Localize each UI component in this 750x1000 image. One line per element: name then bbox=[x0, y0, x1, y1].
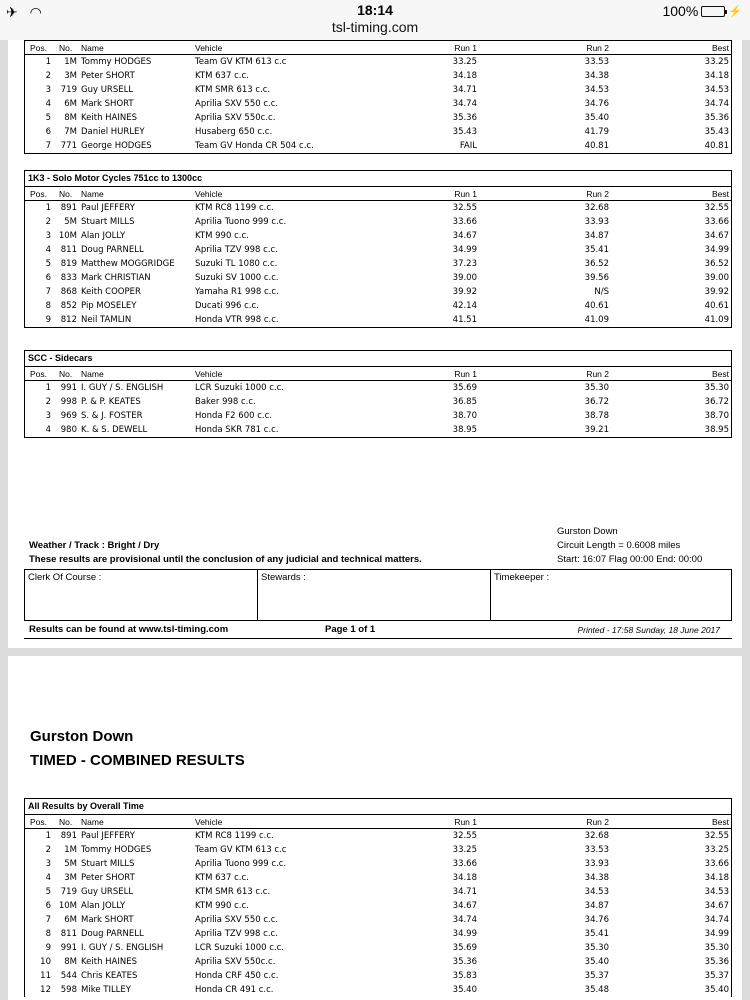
table-body bbox=[25, 55, 731, 153]
cell-vehicle: Yamaha R1 998 c.c. bbox=[195, 287, 279, 297]
cell-best: 34.74 bbox=[704, 99, 729, 109]
cell-vehicle: Aprilia SXV 550 c.c. bbox=[195, 99, 279, 109]
cell-run1: 38.95 bbox=[452, 425, 477, 435]
cell-no: 991 bbox=[60, 943, 77, 953]
table-row bbox=[25, 829, 731, 843]
cell-vehicle: Aprilia SXV 550 c.c. bbox=[195, 915, 279, 925]
cell-vehicle: KTM 637 c.c. bbox=[195, 71, 249, 81]
table-row bbox=[25, 111, 731, 125]
cell-vehicle: Aprilia SXV 550c.c. bbox=[195, 113, 276, 123]
cell-no: 969 bbox=[60, 411, 77, 421]
cell-run1: 35.83 bbox=[452, 971, 477, 981]
results-page-2 bbox=[8, 656, 742, 1000]
cell-pos: 9 bbox=[45, 315, 51, 325]
cell-run2: 39.21 bbox=[584, 425, 609, 435]
page-number: Page 1 of 1 bbox=[325, 624, 376, 635]
weather-track: Weather / Track : Bright / Dry bbox=[29, 540, 160, 551]
cell-run2: 35.48 bbox=[584, 985, 609, 995]
cell-vehicle: Aprilia Tuono 999 c.c. bbox=[195, 859, 287, 869]
cell-run2: 35.30 bbox=[584, 943, 609, 953]
cell-no: 868 bbox=[60, 287, 77, 297]
cell-vehicle: Honda SKR 781 c.c. bbox=[195, 425, 279, 435]
cell-vehicle: Aprilia TZV 998 c.c. bbox=[195, 245, 278, 255]
cell-best: 40.61 bbox=[704, 301, 729, 311]
cell-run2: 35.30 bbox=[584, 383, 609, 393]
table-row bbox=[25, 201, 731, 215]
cell-run2: 41.09 bbox=[584, 315, 609, 325]
cell-best: 33.25 bbox=[704, 57, 729, 67]
table-row bbox=[25, 955, 731, 969]
printed-timestamp: Printed - 17:58 Sunday, 18 June 2017 bbox=[577, 625, 720, 635]
cell-no: 598 bbox=[60, 985, 77, 995]
cell-vehicle: KTM RC8 1199 c.c. bbox=[195, 831, 274, 841]
cell-run2: 34.38 bbox=[584, 71, 609, 81]
cell-run1: 34.74 bbox=[452, 99, 477, 109]
cell-run1: 33.66 bbox=[452, 217, 477, 227]
cell-name: K. & S. DEWELL bbox=[81, 425, 148, 435]
cell-vehicle: Honda CR 491 c.c. bbox=[195, 985, 274, 995]
cell-vehicle: Husaberg 650 c.c. bbox=[195, 127, 273, 137]
cell-no: 3M bbox=[64, 873, 77, 883]
cell-name: P. & P. KEATES bbox=[81, 397, 141, 407]
cell-pos: 6 bbox=[45, 901, 51, 911]
cell-vehicle: Aprilia Tuono 999 c.c. bbox=[195, 217, 287, 227]
cell-no: 811 bbox=[60, 245, 77, 255]
cell-run1: 38.70 bbox=[452, 411, 477, 421]
cell-no: 771 bbox=[60, 141, 77, 151]
cell-name: Keith HAINES bbox=[81, 957, 138, 967]
cell-name: Stuart MILLS bbox=[81, 217, 135, 227]
class-title: 1K3 - Solo Motor Cycles 751cc to 1300cc bbox=[25, 171, 731, 187]
cell-vehicle: Ducati 996 c.c. bbox=[195, 301, 259, 311]
table-row bbox=[25, 69, 731, 83]
table-header: Pos. No. Name Vehicle Run 1 Run 2 Best bbox=[25, 815, 731, 829]
cell-best: 36.72 bbox=[704, 397, 729, 407]
cell-best: 34.99 bbox=[704, 929, 729, 939]
combined-results-table bbox=[24, 798, 732, 997]
cell-best: 35.36 bbox=[704, 113, 729, 123]
cell-run2: 35.40 bbox=[584, 957, 609, 967]
cell-name: I. GUY / S. ENGLISH bbox=[81, 383, 164, 393]
cell-vehicle: Team GV KTM 613 c.c bbox=[195, 57, 287, 67]
cell-run2: 32.68 bbox=[584, 203, 609, 213]
cell-name: Mark CHRISTIAN bbox=[81, 273, 151, 283]
cell-no: 719 bbox=[60, 887, 77, 897]
cell-run2: 40.81 bbox=[584, 141, 609, 151]
cell-best: 35.30 bbox=[704, 943, 729, 953]
table-row bbox=[25, 871, 731, 885]
timekeeper-box: Timekeeper : bbox=[490, 569, 732, 621]
class-table-1 bbox=[24, 40, 732, 154]
cell-run2: 35.41 bbox=[584, 245, 609, 255]
cell-run1: 34.18 bbox=[452, 873, 477, 883]
table-row bbox=[25, 125, 731, 139]
cell-run1: 32.55 bbox=[452, 831, 477, 841]
cell-pos: 8 bbox=[45, 929, 51, 939]
cell-name: Daniel HURLEY bbox=[81, 127, 145, 137]
table-row bbox=[25, 271, 731, 285]
cell-pos: 11 bbox=[40, 971, 51, 981]
cell-best: 34.53 bbox=[704, 85, 729, 95]
cell-name: Peter SHORT bbox=[81, 71, 135, 81]
battery-icon bbox=[701, 6, 725, 17]
table-row bbox=[25, 83, 731, 97]
cell-name: Paul JEFFERY bbox=[81, 831, 135, 841]
cell-run1: 34.99 bbox=[452, 245, 477, 255]
cell-best: 34.99 bbox=[704, 245, 729, 255]
cell-best: 34.18 bbox=[704, 71, 729, 81]
table-row bbox=[25, 913, 731, 927]
table-row bbox=[25, 139, 731, 153]
cell-vehicle: KTM 637 c.c. bbox=[195, 873, 249, 883]
table-row bbox=[25, 857, 731, 871]
cell-no: 819 bbox=[60, 259, 77, 269]
table-row bbox=[25, 243, 731, 257]
battery-status bbox=[662, 3, 742, 19]
cell-run1: 33.25 bbox=[452, 57, 477, 67]
cell-no: 852 bbox=[60, 301, 77, 311]
cell-run1: 37.23 bbox=[452, 259, 477, 269]
results-page-1 bbox=[8, 40, 742, 648]
cell-pos: 7 bbox=[45, 141, 51, 151]
cell-run1: FAIL bbox=[459, 141, 477, 151]
cell-no: 3M bbox=[64, 71, 77, 81]
cell-best: 40.81 bbox=[704, 141, 729, 151]
cell-pos: 3 bbox=[45, 231, 51, 241]
cell-run1: 34.74 bbox=[452, 915, 477, 925]
cell-pos: 2 bbox=[45, 397, 51, 407]
table-title: All Results by Overall Time bbox=[25, 799, 731, 815]
cell-run1: 35.40 bbox=[452, 985, 477, 995]
cell-pos: 5 bbox=[45, 259, 51, 269]
table-row bbox=[25, 899, 731, 913]
class-title: SCC - Sidecars bbox=[25, 351, 731, 367]
table-row bbox=[25, 409, 731, 423]
cell-run2: 33.53 bbox=[584, 57, 609, 67]
cell-no: 544 bbox=[60, 971, 77, 981]
cell-run2: 38.78 bbox=[584, 411, 609, 421]
cell-vehicle: Honda F2 600 c.c. bbox=[195, 411, 272, 421]
cell-run2: 34.38 bbox=[584, 873, 609, 883]
cell-pos: 1 bbox=[45, 831, 51, 841]
cell-name: Keith HAINES bbox=[81, 113, 138, 123]
cell-no: 891 bbox=[60, 203, 77, 213]
cell-run2: 34.87 bbox=[584, 901, 609, 911]
cell-run1: 42.14 bbox=[452, 301, 477, 311]
cell-best: 32.55 bbox=[704, 831, 729, 841]
cell-vehicle: Honda VTR 998 c.c. bbox=[195, 315, 279, 325]
provisional-notice: These results are provisional until the conclusion of any judicial and technical matters. bbox=[29, 554, 422, 565]
cell-best: 35.37 bbox=[704, 971, 729, 981]
cell-best: 34.18 bbox=[704, 873, 729, 883]
cell-no: 5M bbox=[64, 859, 77, 869]
table-header: Pos. No. Name Vehicle Run 1 Run 2 Best bbox=[25, 41, 731, 55]
cell-run1: 34.67 bbox=[452, 901, 477, 911]
table-header: Pos. No. Name Vehicle Run 1 Run 2 Best bbox=[25, 187, 731, 201]
cell-pos: 9 bbox=[45, 943, 51, 953]
cell-pos: 1 bbox=[45, 383, 51, 393]
cell-vehicle: Suzuki TL 1080 c.c. bbox=[195, 259, 278, 269]
table-row bbox=[25, 97, 731, 111]
cell-run2: 34.87 bbox=[584, 231, 609, 241]
cell-run1: 34.99 bbox=[452, 929, 477, 939]
cell-name: Guy URSELL bbox=[81, 887, 134, 897]
cell-run2: 33.93 bbox=[584, 859, 609, 869]
cell-vehicle: KTM RC8 1199 c.c. bbox=[195, 203, 274, 213]
cell-run2: 36.72 bbox=[584, 397, 609, 407]
cell-pos: 8 bbox=[45, 301, 51, 311]
cell-pos: 3 bbox=[45, 411, 51, 421]
cell-no: 10M bbox=[58, 901, 77, 911]
cell-name: Mark SHORT bbox=[81, 99, 134, 109]
table-row bbox=[25, 395, 731, 409]
cell-best: 41.09 bbox=[704, 315, 729, 325]
cell-vehicle: KTM 990 c.c. bbox=[195, 231, 249, 241]
cell-run2: 39.56 bbox=[584, 273, 609, 283]
cell-no: 980 bbox=[60, 425, 77, 435]
battery-percent: 100% bbox=[662, 3, 699, 19]
cell-no: 8M bbox=[64, 957, 77, 967]
cell-run2: 32.68 bbox=[584, 831, 609, 841]
cell-no: 5M bbox=[64, 217, 77, 227]
cell-run2: 33.93 bbox=[584, 217, 609, 227]
table-body bbox=[25, 201, 731, 327]
cell-run2: 33.53 bbox=[584, 845, 609, 855]
cell-vehicle: Honda CRF 450 c.c. bbox=[195, 971, 279, 981]
cell-best: 34.53 bbox=[704, 887, 729, 897]
table-row bbox=[25, 885, 731, 899]
cell-pos: 1 bbox=[45, 203, 51, 213]
cell-no: 6M bbox=[64, 99, 77, 109]
cell-vehicle: Baker 998 c.c. bbox=[195, 397, 256, 407]
cell-no: 6M bbox=[64, 915, 77, 925]
cell-best: 35.36 bbox=[704, 957, 729, 967]
table-row bbox=[25, 381, 731, 395]
table-row bbox=[25, 423, 731, 437]
results-url: Results can be found at www.tsl-timing.com bbox=[29, 624, 229, 635]
cell-vehicle: LCR Suzuki 1000 c.c. bbox=[195, 943, 284, 953]
table-row bbox=[25, 843, 731, 857]
charging-icon: ⚡ bbox=[728, 5, 742, 18]
cell-name: Tommy HODGES bbox=[81, 845, 152, 855]
cell-run1: 32.55 bbox=[452, 203, 477, 213]
cell-no: 10M bbox=[58, 231, 77, 241]
cell-pos: 10 bbox=[40, 957, 51, 967]
footer-venue: Gurston Down bbox=[557, 526, 618, 537]
class-table-3 bbox=[24, 350, 732, 438]
cell-name: Alan JOLLY bbox=[81, 901, 126, 911]
cell-best: 34.74 bbox=[704, 915, 729, 925]
cell-name: Stuart MILLS bbox=[81, 859, 135, 869]
cell-pos: 4 bbox=[45, 873, 51, 883]
cell-name: Mike TILLEY bbox=[81, 985, 131, 995]
cell-no: 812 bbox=[60, 315, 77, 325]
cell-pos: 5 bbox=[45, 113, 51, 123]
cell-vehicle: KTM 990 c.c. bbox=[195, 901, 249, 911]
cell-name: Keith COOPER bbox=[81, 287, 141, 297]
cell-pos: 2 bbox=[45, 217, 51, 227]
table-row bbox=[25, 55, 731, 69]
cell-no: 1M bbox=[64, 845, 77, 855]
table-body bbox=[25, 381, 731, 437]
cell-vehicle: Team GV KTM 613 c.c bbox=[195, 845, 287, 855]
cell-run1: 41.51 bbox=[452, 315, 477, 325]
cell-vehicle: LCR Suzuki 1000 c.c. bbox=[195, 383, 284, 393]
cell-run2: 41.79 bbox=[584, 127, 609, 137]
cell-name: Neil TAMLIN bbox=[81, 315, 132, 325]
cell-run1: 39.92 bbox=[452, 287, 477, 297]
cell-pos: 2 bbox=[45, 845, 51, 855]
table-row bbox=[25, 969, 731, 983]
table-row bbox=[25, 229, 731, 243]
cell-pos: 1 bbox=[45, 57, 51, 67]
cell-vehicle: Aprilia TZV 998 c.c. bbox=[195, 929, 278, 939]
cell-no: 719 bbox=[60, 85, 77, 95]
cell-vehicle: Aprilia SXV 550c.c. bbox=[195, 957, 276, 967]
stewards-box: Stewards : bbox=[257, 569, 491, 621]
cell-run1: 33.66 bbox=[452, 859, 477, 869]
table-row bbox=[25, 313, 731, 327]
cell-run1: 33.25 bbox=[452, 845, 477, 855]
cell-best: 35.30 bbox=[704, 383, 729, 393]
cell-run2: 35.37 bbox=[584, 971, 609, 981]
table-row bbox=[25, 927, 731, 941]
cell-no: 833 bbox=[60, 273, 77, 283]
cell-name: Doug PARNELL bbox=[81, 245, 144, 255]
table-row bbox=[25, 257, 731, 271]
cell-pos: 4 bbox=[45, 425, 51, 435]
cell-name: Alan JOLLY bbox=[81, 231, 126, 241]
cell-run1: 34.71 bbox=[452, 887, 477, 897]
cell-run1: 34.18 bbox=[452, 71, 477, 81]
cell-best: 33.25 bbox=[704, 845, 729, 855]
table-row bbox=[25, 299, 731, 313]
cell-pos: 12 bbox=[40, 985, 51, 995]
cell-run2: 40.61 bbox=[584, 301, 609, 311]
cell-pos: 7 bbox=[45, 287, 51, 297]
cell-no: 998 bbox=[60, 397, 77, 407]
cell-pos: 6 bbox=[45, 127, 51, 137]
cell-best: 33.66 bbox=[704, 217, 729, 227]
cell-no: 8M bbox=[64, 113, 77, 123]
table-row bbox=[25, 941, 731, 955]
cell-best: 33.66 bbox=[704, 859, 729, 869]
cell-run2: 34.76 bbox=[584, 99, 609, 109]
cell-run2: 36.52 bbox=[584, 259, 609, 269]
cell-vehicle: KTM SMR 613 c.c. bbox=[195, 85, 271, 95]
cell-run1: 35.69 bbox=[452, 383, 477, 393]
cell-run2: N/S bbox=[594, 287, 609, 297]
cell-run1: 39.00 bbox=[452, 273, 477, 283]
address-url[interactable]: tsl-timing.com bbox=[331, 19, 419, 35]
cell-name: I. GUY / S. ENGLISH bbox=[81, 943, 164, 953]
results-title: TIMED - COMBINED RESULTS bbox=[30, 752, 245, 769]
cell-pos: 6 bbox=[45, 273, 51, 283]
cell-best: 35.40 bbox=[704, 985, 729, 995]
venue-heading: Gurston Down bbox=[30, 728, 134, 745]
cell-run1: 35.36 bbox=[452, 113, 477, 123]
cell-name: S. & J. FOSTER bbox=[81, 411, 143, 421]
cell-vehicle: Team GV Honda CR 504 c.c. bbox=[195, 141, 314, 151]
cell-best: 39.00 bbox=[704, 273, 729, 283]
start-flag-end: Start: 16:07 Flag 00:00 End: 00:00 bbox=[557, 554, 703, 565]
table-body bbox=[25, 829, 731, 997]
cell-run1: 34.67 bbox=[452, 231, 477, 241]
cell-run2: 34.76 bbox=[584, 915, 609, 925]
cell-no: 891 bbox=[60, 831, 77, 841]
cell-best: 38.95 bbox=[704, 425, 729, 435]
cell-run1: 35.36 bbox=[452, 957, 477, 967]
cell-pos: 7 bbox=[45, 915, 51, 925]
cell-run2: 35.40 bbox=[584, 113, 609, 123]
cell-name: Chris KEATES bbox=[81, 971, 138, 981]
cell-best: 35.43 bbox=[704, 127, 729, 137]
cell-no: 7M bbox=[64, 127, 77, 137]
cell-run1: 34.71 bbox=[452, 85, 477, 95]
cell-run2: 34.53 bbox=[584, 887, 609, 897]
cell-best: 39.92 bbox=[704, 287, 729, 297]
cell-no: 1M bbox=[64, 57, 77, 67]
clock: 18:14 bbox=[357, 2, 393, 18]
cell-pos: 3 bbox=[45, 85, 51, 95]
footer-rule bbox=[24, 638, 732, 639]
cell-best: 36.52 bbox=[704, 259, 729, 269]
circuit-length: Circuit Length = 0.6008 miles bbox=[557, 540, 681, 551]
cell-name: Mark SHORT bbox=[81, 915, 134, 925]
cell-run2: 35.41 bbox=[584, 929, 609, 939]
cell-run2: 34.53 bbox=[584, 85, 609, 95]
cell-name: George HODGES bbox=[81, 141, 152, 151]
cell-name: Doug PARNELL bbox=[81, 929, 144, 939]
cell-best: 32.55 bbox=[704, 203, 729, 213]
table-row bbox=[25, 285, 731, 299]
cell-best: 34.67 bbox=[704, 231, 729, 241]
cell-vehicle: KTM SMR 613 c.c. bbox=[195, 887, 271, 897]
cell-name: Peter SHORT bbox=[81, 873, 135, 883]
cell-no: 811 bbox=[60, 929, 77, 939]
cell-pos: 2 bbox=[45, 71, 51, 81]
cell-best: 34.67 bbox=[704, 901, 729, 911]
cell-pos: 4 bbox=[45, 245, 51, 255]
cell-run1: 36.85 bbox=[452, 397, 477, 407]
cell-pos: 5 bbox=[45, 887, 51, 897]
cell-pos: 4 bbox=[45, 99, 51, 109]
clerk-of-course-box: Clerk Of Course : bbox=[24, 569, 258, 621]
cell-run1: 35.43 bbox=[452, 127, 477, 137]
class-table-2 bbox=[24, 170, 732, 328]
cell-name: Paul JEFFERY bbox=[81, 203, 135, 213]
table-row bbox=[25, 215, 731, 229]
cell-no: 991 bbox=[60, 383, 77, 393]
cell-best: 38.70 bbox=[704, 411, 729, 421]
cell-run1: 35.69 bbox=[452, 943, 477, 953]
cell-name: Guy URSELL bbox=[81, 85, 134, 95]
cell-pos: 3 bbox=[45, 859, 51, 869]
cell-vehicle: Suzuki SV 1000 c.c. bbox=[195, 273, 279, 283]
cell-name: Tommy HODGES bbox=[81, 57, 152, 67]
airplane-wifi-icons: ✈ ◠ bbox=[6, 4, 46, 20]
cell-name: Matthew MOGGRIDGE bbox=[81, 259, 175, 269]
table-header: Pos. No. Name Vehicle Run 1 Run 2 Best bbox=[25, 367, 731, 381]
status-bar bbox=[0, 0, 750, 40]
cell-name: Pip MOSELEY bbox=[81, 301, 137, 311]
table-row bbox=[25, 983, 731, 997]
